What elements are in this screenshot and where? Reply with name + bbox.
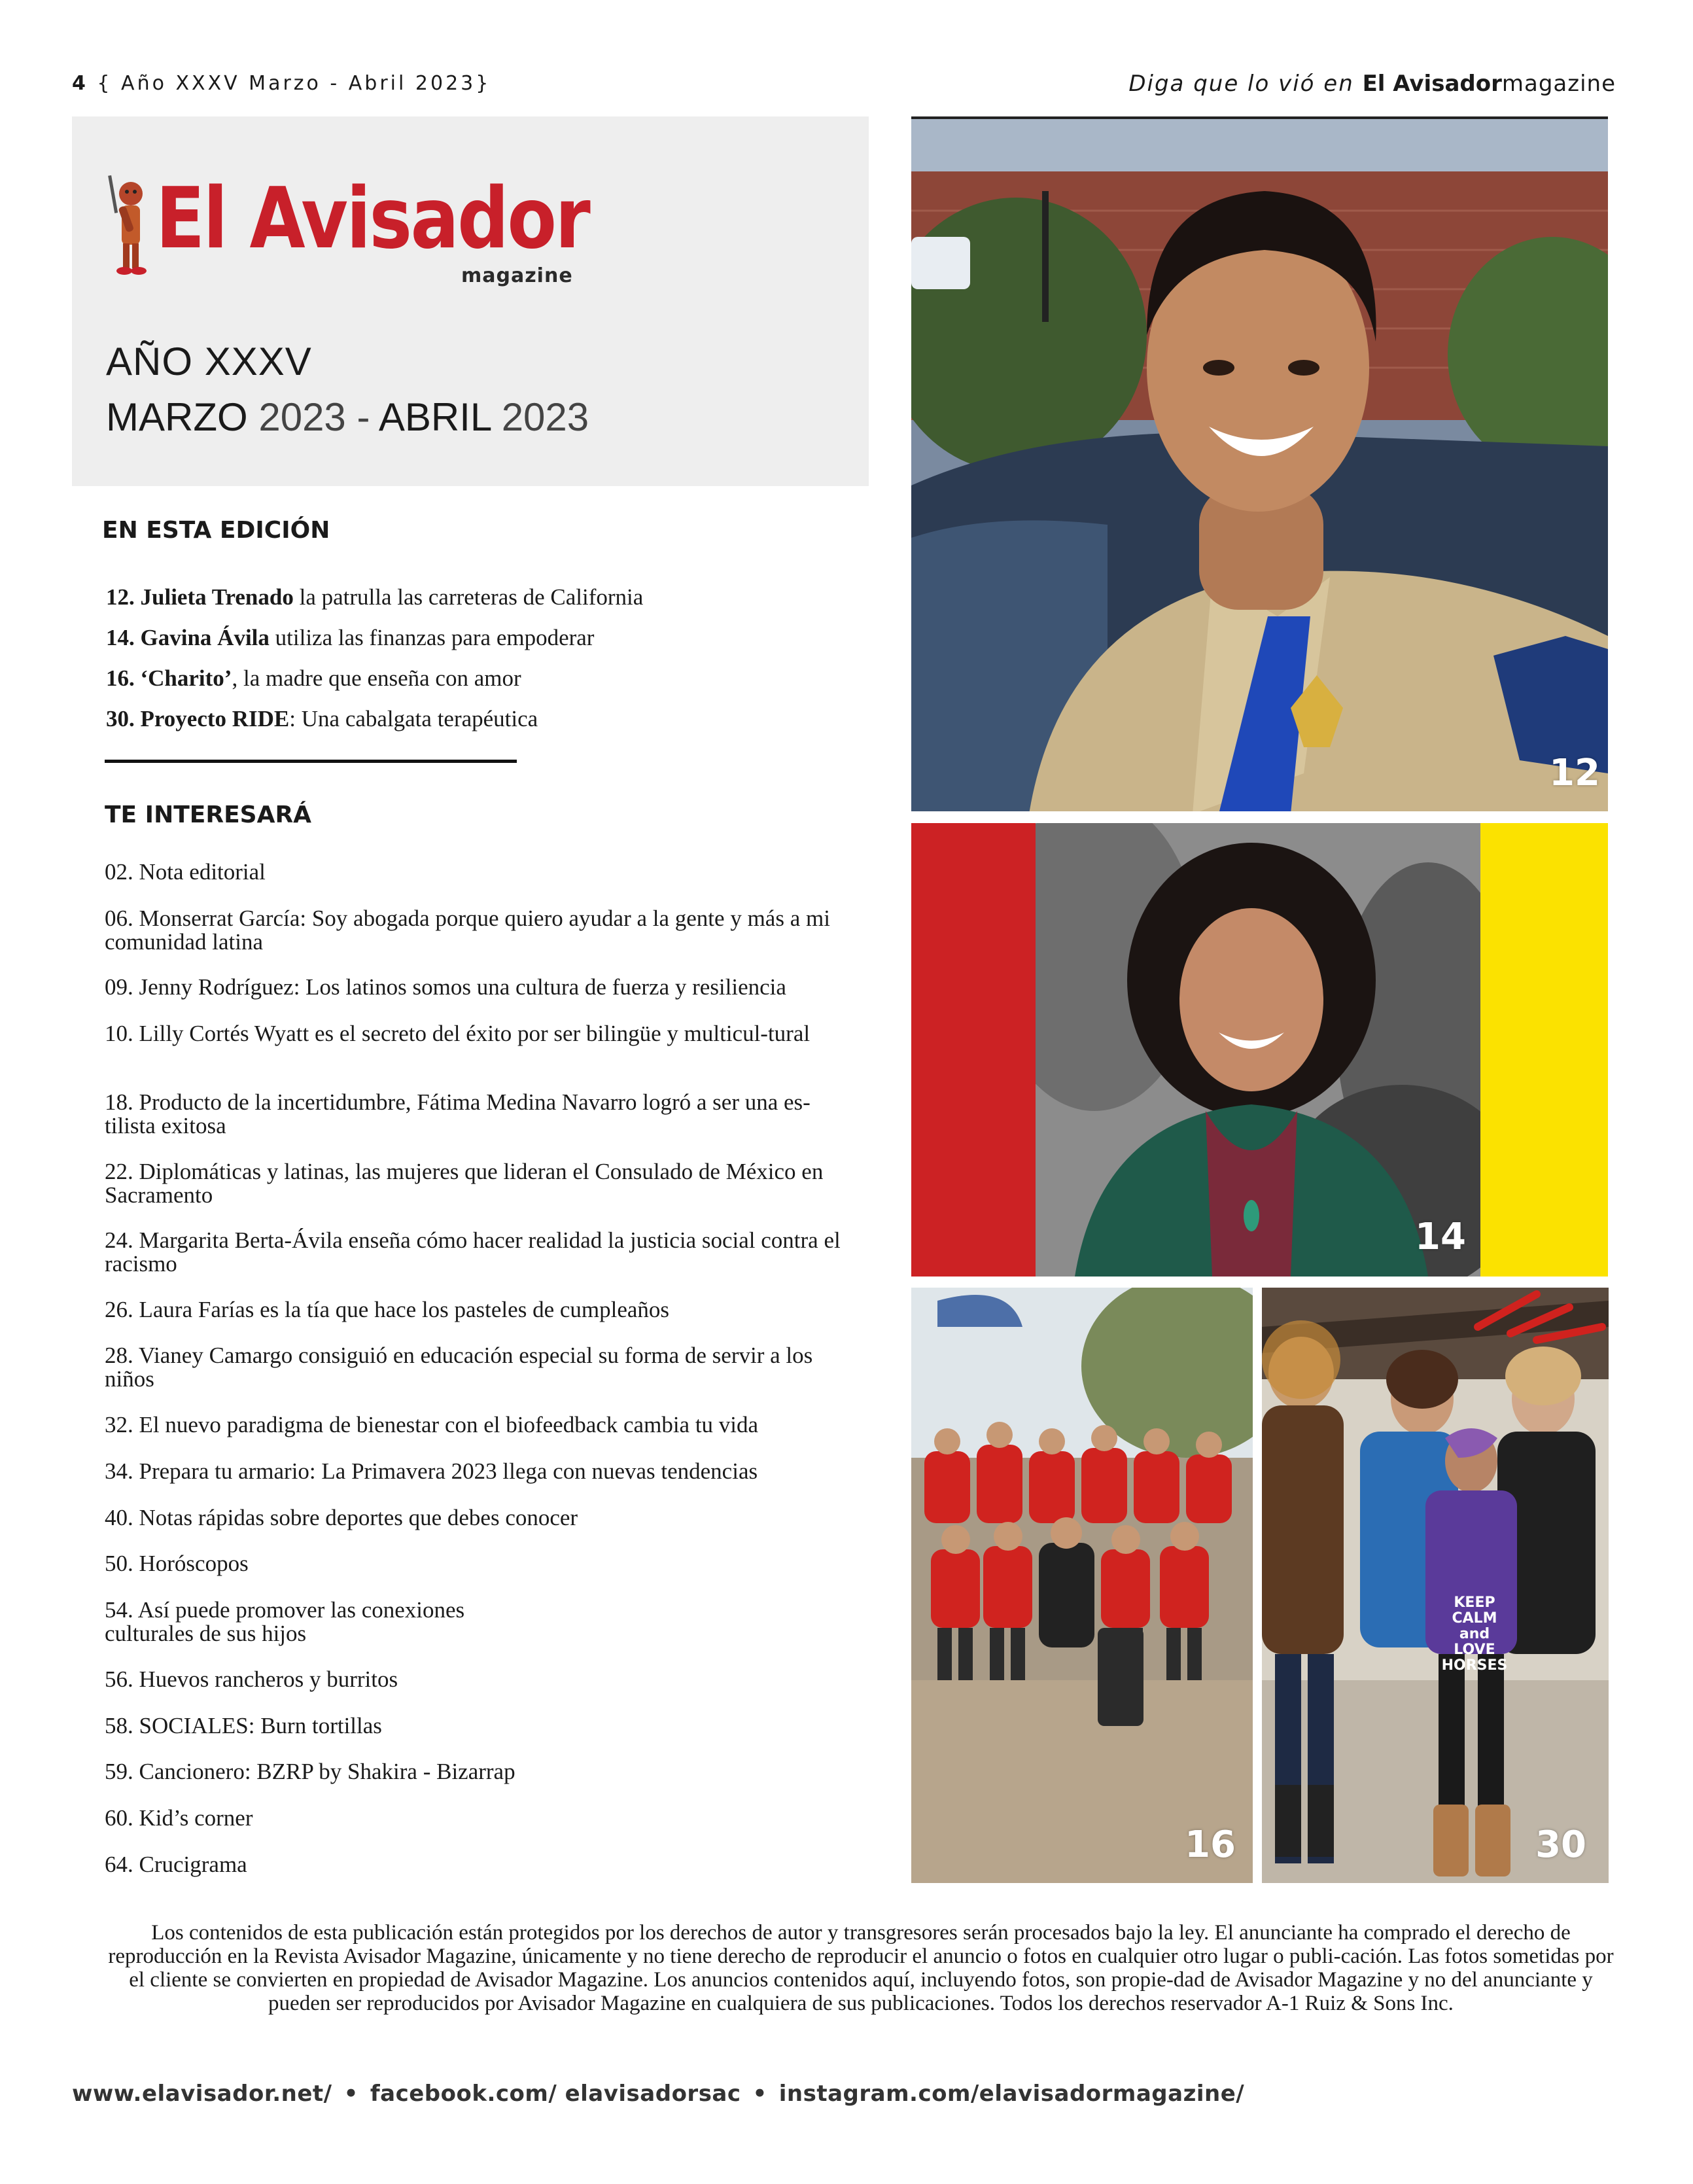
legal-notice: Los contenidos de esta publicación están protegidos por los derechos de autor y transgresores serán procesados bajo la ley. El anunciante ha comprado el derecho de reproducción en la Revista Avisador Magazine, únicamente y no tiene derecho de reproducir el anuncio o fotos en cualquier otro lugar o publi-cación. Las fotos sometidas por el cliente se convierten en propiedad de Avisador Magazine. Los anuncios contenidos aquí, incluyendo fotos, son propie-dad de Avisador Magazine y no del anunciante y pueden ser reproducidos por Avisador Magazine en cualquiera de sus publicaciones. Todos los derechos reservador A-1 Ruiz & Sons Inc. xyxy=(108,1921,1614,2015)
toc-item[interactable]: 28. Vianey Camargo consiguió en educación especial su forma de servir a los niños xyxy=(105,1343,813,1392)
month-dash: - xyxy=(357,395,370,439)
toc-item[interactable]: 34. Prepara tu armario: La Primavera 2023 llega con nuevas tendencias xyxy=(105,1458,758,1484)
toc-item[interactable]: 09. Jenny Rodríguez: Los latinos somos una cultura de fuerza y resiliencia xyxy=(105,974,786,1000)
red-stripe xyxy=(911,823,1036,1277)
footer-links xyxy=(72,2081,1244,2107)
page-ref-30: 30 xyxy=(1535,1823,1586,1866)
toc-item[interactable]: 56. Huevos rancheros y burritos xyxy=(105,1666,398,1692)
photo-ride[interactable] xyxy=(1262,1288,1609,1883)
toc-item[interactable]: 58. SOCIALES: Burn tortillas xyxy=(105,1713,382,1738)
photo-officer[interactable] xyxy=(911,116,1608,811)
year-start: 2023 xyxy=(258,395,346,439)
month-end: ABRIL xyxy=(378,395,491,439)
slogan xyxy=(1128,71,1616,97)
instagram-link[interactable]: instagram.com/elavisadormagazine/ xyxy=(778,2081,1245,2107)
shirt-text: KEEP CALM and LOVE HORSES xyxy=(1441,1594,1508,1674)
year-end: 2023 xyxy=(501,395,589,439)
slogan-brand: El Avisador xyxy=(1362,71,1502,97)
issue-header xyxy=(72,72,491,95)
logo-wordmark: El Avisador xyxy=(156,170,589,268)
section-title-edition: EN ESTA EDICIÓN xyxy=(102,517,330,544)
toc-item[interactable]: 32. El nuevo paradigma de bienestar con el biofeedback cambia tu vida xyxy=(105,1412,759,1437)
page-number: 4 xyxy=(72,72,88,95)
gavina-photo-illustration xyxy=(1036,823,1480,1277)
issue-year: AÑO XXXV xyxy=(106,340,312,383)
section-divider xyxy=(105,760,517,763)
feature-item[interactable]: 14. Gavina Ávila utiliza las finanzas para empoderar xyxy=(106,625,595,650)
photo-gavina[interactable] xyxy=(911,823,1608,1277)
month-start: MARZO xyxy=(106,395,248,439)
toc-item[interactable]: 22. Diplomáticas y latinas, las mujeres que lideran el Consulado de México en Sacramento xyxy=(105,1159,824,1208)
slogan-suffix: magazine xyxy=(1501,71,1616,97)
logo xyxy=(105,170,589,292)
feature-item[interactable]: 30. Proyecto RIDE: Una cabalgata terapéutica xyxy=(106,706,538,731)
toc-item[interactable]: 18. Producto de la incertidumbre, Fátima Medina Navarro logró a ser una es-tilista exitosa xyxy=(105,1089,811,1138)
toc-item[interactable]: 24. Margarita Berta-Ávila enseña cómo hacer realidad la justicia social contra el racismo xyxy=(105,1227,841,1277)
feature-item[interactable]: 12. Julieta Trenado la patrulla las carreteras de California xyxy=(106,584,644,610)
feature-item[interactable]: 16. ‘Charito’, la madre que enseña con amor xyxy=(106,665,521,691)
separator: • xyxy=(343,2081,358,2107)
toc-item[interactable]: 60. Kid’s corner xyxy=(105,1805,253,1831)
issue-months xyxy=(106,395,589,440)
toc-item[interactable]: 02. Nota editorial xyxy=(105,859,266,885)
toc-item[interactable]: 50. Horóscopos xyxy=(105,1551,249,1576)
page-ref-14: 14 xyxy=(1415,1216,1466,1258)
toc-item[interactable]: 26. Laura Farías es la tía que hace los pasteles de cumpleaños xyxy=(105,1297,670,1322)
website-link[interactable]: www.elavisador.net/ xyxy=(72,2081,332,2107)
toc-item[interactable]: 54. Así puede promover las conexiones culturales de sus hijos xyxy=(105,1597,465,1646)
toc-item[interactable]: 59. Cancionero: BZRP by Shakira - Bizarrap xyxy=(105,1759,515,1784)
toc-item[interactable]: 10. Lilly Cortés Wyatt es el secreto del éxito por ser bilingüe y multicul-tural xyxy=(105,1021,811,1046)
charito-photo-illustration xyxy=(911,1288,1253,1883)
section-title-interest: TE INTERESARÁ xyxy=(105,801,312,828)
logo-subtitle: magazine xyxy=(461,264,573,287)
ride-photo-illustration xyxy=(1262,1288,1609,1883)
toc-item[interactable]: 40. Notas rápidas sobre deportes que debes conocer xyxy=(105,1505,578,1530)
yellow-stripe xyxy=(1480,823,1608,1277)
photo-charito[interactable] xyxy=(911,1288,1253,1883)
mascot-icon xyxy=(105,174,157,279)
toc-item[interactable]: 64. Crucigrama xyxy=(105,1852,247,1877)
separator: • xyxy=(752,2081,767,2107)
officer-photo-illustration xyxy=(911,119,1608,811)
issue-line: { Año XXXV Marzo - Abril 2023} xyxy=(97,72,491,95)
facebook-link[interactable]: facebook.com/ elavisadorsac xyxy=(370,2081,741,2107)
masthead xyxy=(72,116,869,486)
page-ref-16: 16 xyxy=(1185,1823,1236,1866)
toc-item[interactable]: 06. Monserrat García: Soy abogada porque quiero ayudar a la gente y más a mi comunidad latina xyxy=(105,906,830,955)
slogan-text: Diga que lo vió en xyxy=(1128,71,1354,97)
page-ref-12: 12 xyxy=(1549,752,1600,794)
